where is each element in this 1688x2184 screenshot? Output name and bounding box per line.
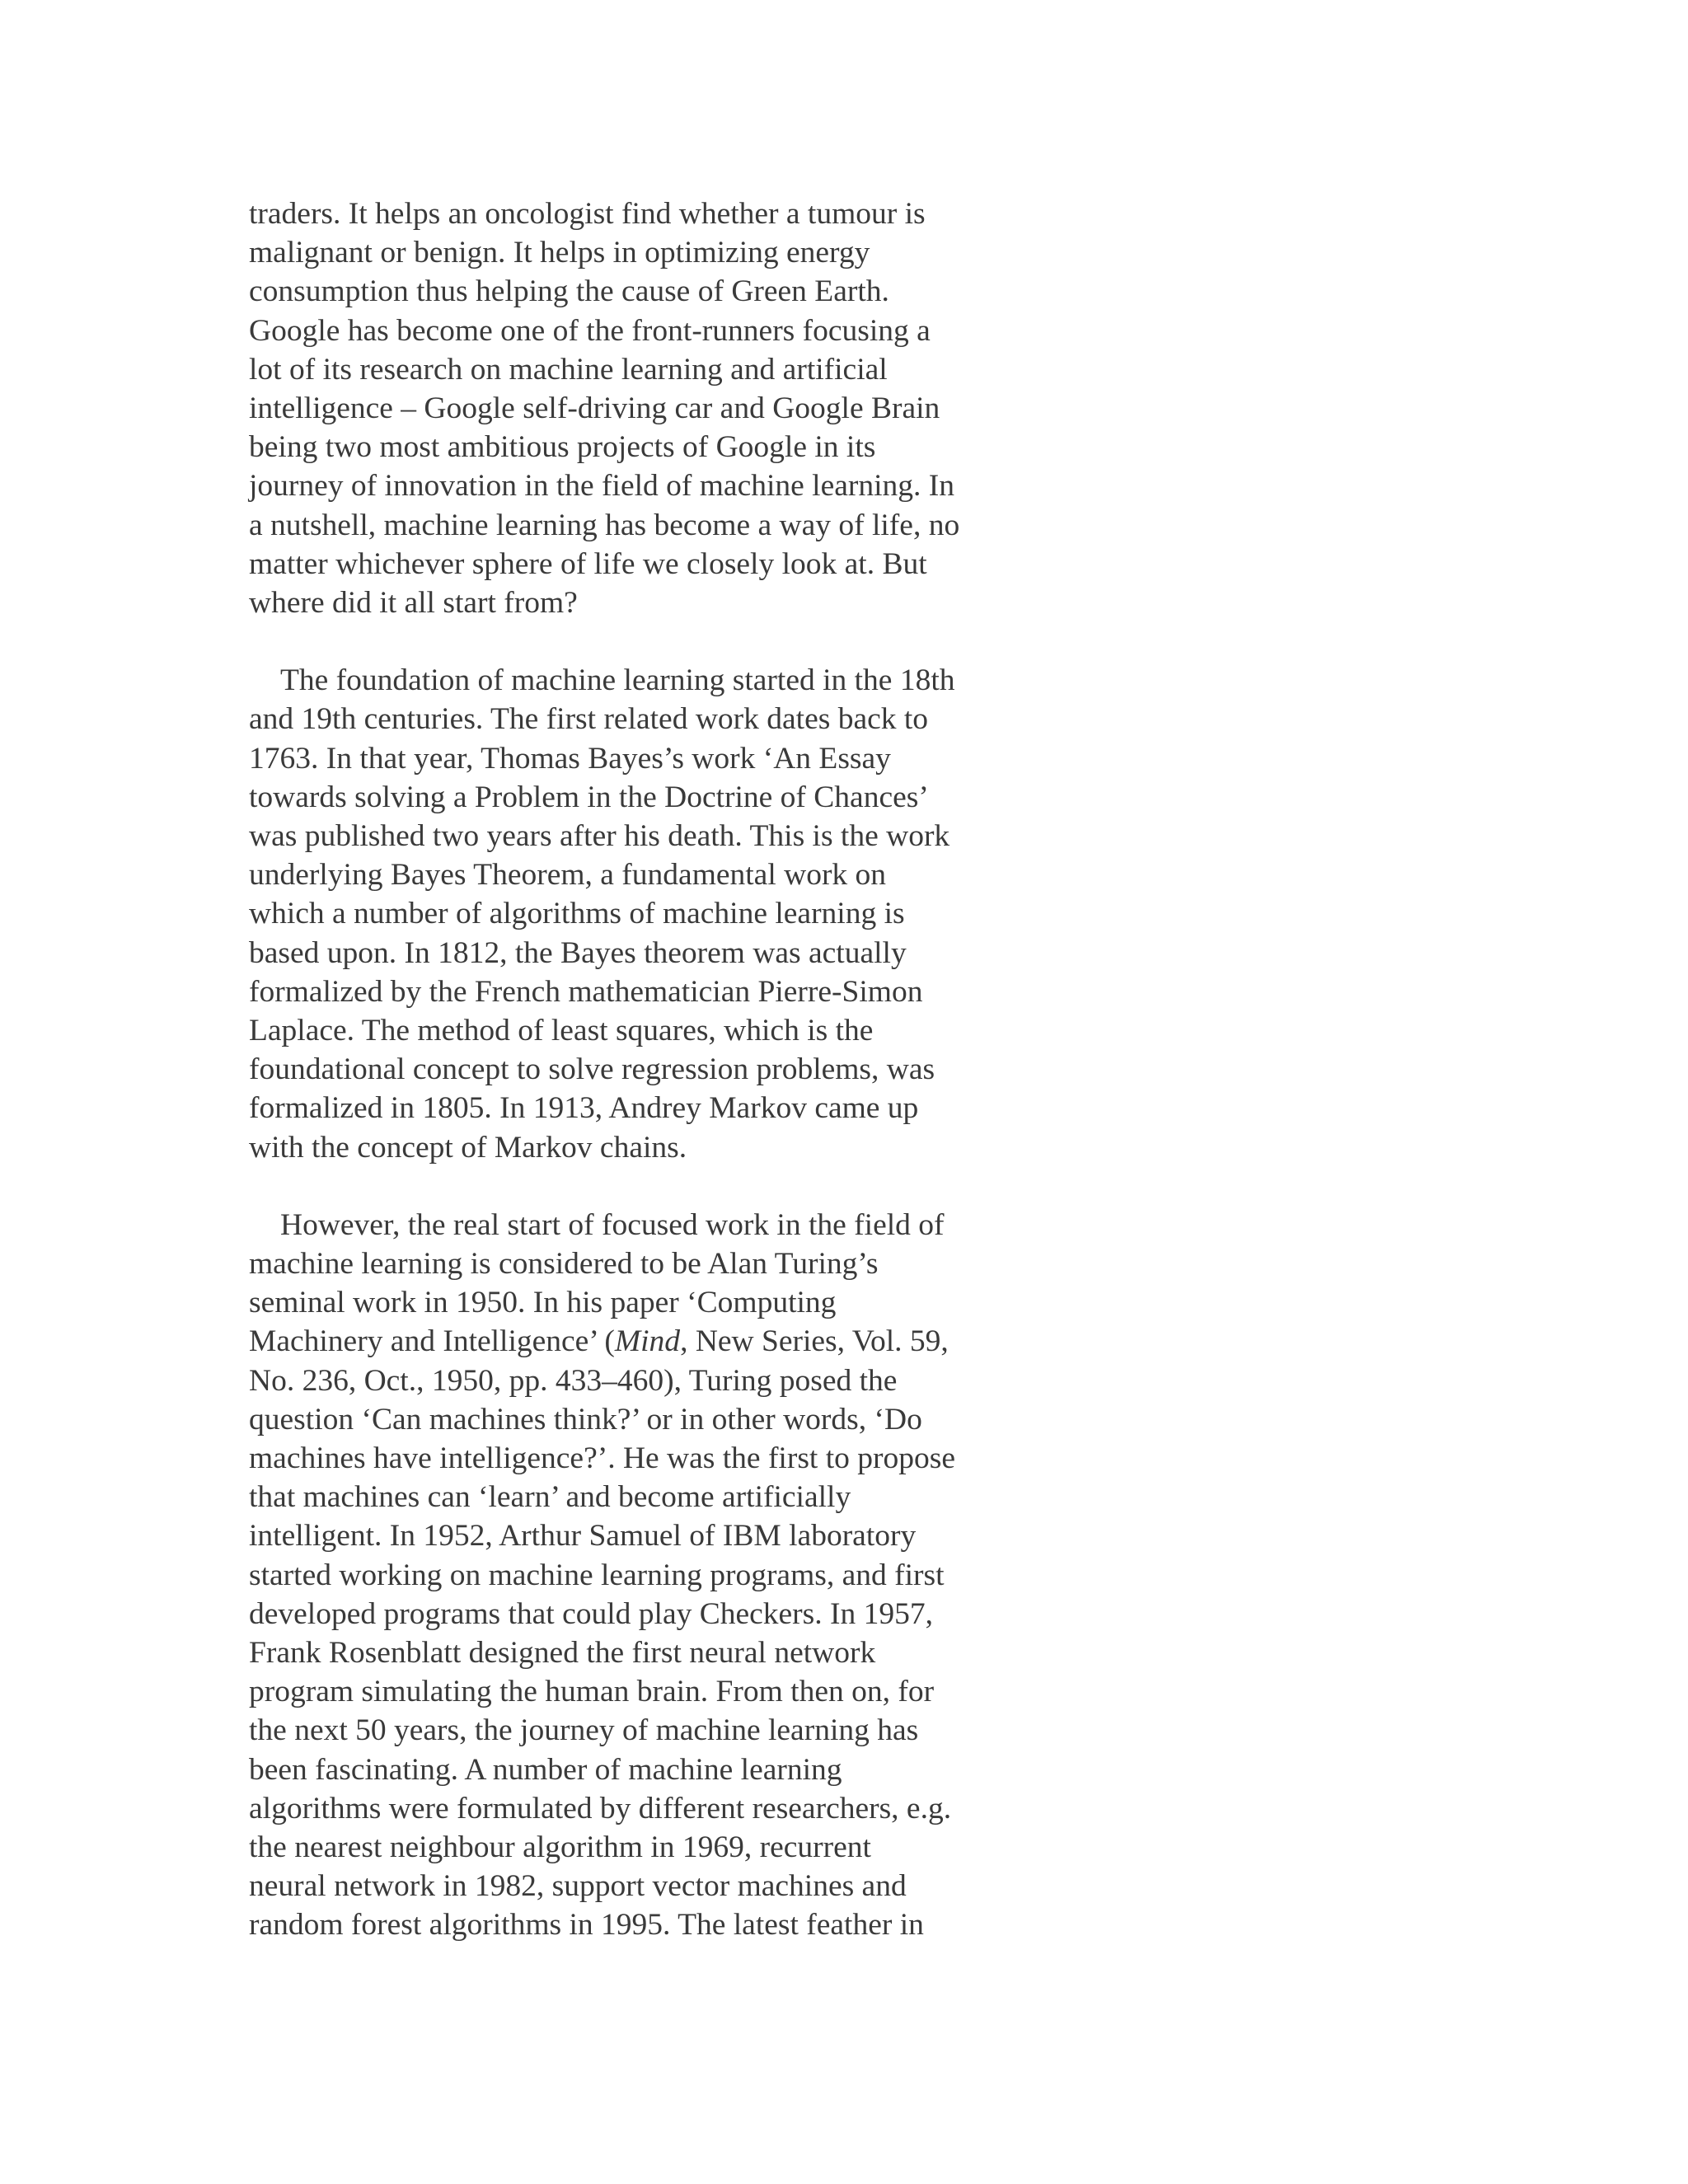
text-line: However, the real start of focused work in the field of bbox=[280, 1207, 945, 1242]
text-line: the next 50 years, the journey of machine learning has bbox=[249, 1713, 919, 1748]
text-line: which a number of algorithms of machine learning is bbox=[249, 897, 905, 931]
text-line: journey of innovation in the field of machine learning. In bbox=[249, 469, 954, 504]
text-line: that machines can ‘learn’ and become artificially bbox=[249, 1480, 851, 1515]
text-line: based upon. In 1812, the Bayes theorem was actually bbox=[249, 935, 907, 970]
text-line: Google has become one of the front-runners focusing a bbox=[249, 313, 931, 348]
text-line: random forest algorithms in 1995. The latest feather in bbox=[249, 1908, 924, 1943]
text-line: The foundation of machine learning started in the 18th bbox=[280, 663, 955, 698]
text-line: Frank Rosenblatt designed the first neural network bbox=[249, 1635, 876, 1670]
text-line: seminal work in 1950. In his paper ‘Computing bbox=[249, 1286, 837, 1320]
text-line: been fascinating. A number of machine learning bbox=[249, 1752, 842, 1787]
text-line: malignant or benign. It helps in optimizing energy bbox=[249, 236, 870, 270]
paragraph-continuation bbox=[249, 194, 1040, 622]
text-line: where did it all start from? bbox=[249, 585, 578, 620]
text-line: the nearest neighbour algorithm in 1969, recurrent bbox=[249, 1830, 871, 1864]
text-segment: Machinery and Intelligence’ ( bbox=[249, 1324, 615, 1359]
text-segment: , New Series, Vol. 59, bbox=[680, 1324, 949, 1359]
paragraph-foundation bbox=[249, 661, 1040, 1166]
text-line: algorithms were formulated by different researchers, e.g. bbox=[249, 1791, 952, 1825]
text-line: question ‘Can machines think?’ or in other words, ‘Do bbox=[249, 1402, 922, 1436]
text-line: foundational concept to solve regression problems, was bbox=[249, 1052, 935, 1087]
text-line: No. 236, Oct., 1950, pp. 433–460), Turing posed the bbox=[249, 1363, 898, 1398]
text-line: a nutshell, machine learning has become a way of life, no bbox=[249, 508, 960, 542]
text-line: underlying Bayes Theorem, a fundamental work on bbox=[249, 858, 887, 893]
text-line: machines have intelligence?’. He was the first to propose bbox=[249, 1441, 955, 1475]
text-line: Laplace. The method of least squares, which is the bbox=[249, 1013, 874, 1047]
text-line: 1763. In that year, Thomas Bayes’s work ‘An Essay bbox=[249, 741, 891, 776]
text-line: towards solving a Problem in the Doctrine of Chances’ bbox=[249, 780, 929, 814]
text-line: matter whichever sphere of life we closely look at. But bbox=[249, 546, 927, 581]
text-line: developed programs that could play Checkers. In 1957, bbox=[249, 1596, 933, 1631]
text-line: intelligent. In 1952, Arthur Samuel of IBM laboratory bbox=[249, 1519, 917, 1554]
text-line: formalized in 1805. In 1913, Andrey Markov came up bbox=[249, 1091, 919, 1126]
text-line: intelligence – Google self-driving car and Google Brain bbox=[249, 391, 940, 425]
italic-journal-title: Mind bbox=[614, 1324, 681, 1359]
text-line: neural network in 1982, support vector machines and bbox=[249, 1869, 907, 1904]
text-line: formalized by the French mathematician Pierre-Simon bbox=[249, 974, 923, 1009]
text-line: consumption thus helping the cause of Green Earth. bbox=[249, 274, 889, 309]
text-line: program simulating the human brain. From then on, for bbox=[249, 1675, 935, 1709]
paragraph-turing bbox=[249, 1206, 1040, 1945]
text-line: being two most ambitious projects of Google in its bbox=[249, 430, 876, 465]
text-line: lot of its research on machine learning and artificial bbox=[249, 352, 888, 387]
text-line: started working on machine learning programs, and first bbox=[249, 1558, 945, 1592]
text-line: with the concept of Markov chains. bbox=[249, 1130, 687, 1165]
text-line: traders. It helps an oncologist find whether a tumour is bbox=[249, 197, 926, 231]
text-line: was published two years after his death. This is the work bbox=[249, 819, 950, 853]
text-line: and 19th centuries. The first related work dates back to bbox=[249, 702, 929, 737]
body-text bbox=[249, 194, 1040, 1944]
text-line: machine learning is considered to be Alan Turing’s bbox=[249, 1247, 879, 1282]
text-line-with-italic bbox=[249, 1322, 1040, 1361]
